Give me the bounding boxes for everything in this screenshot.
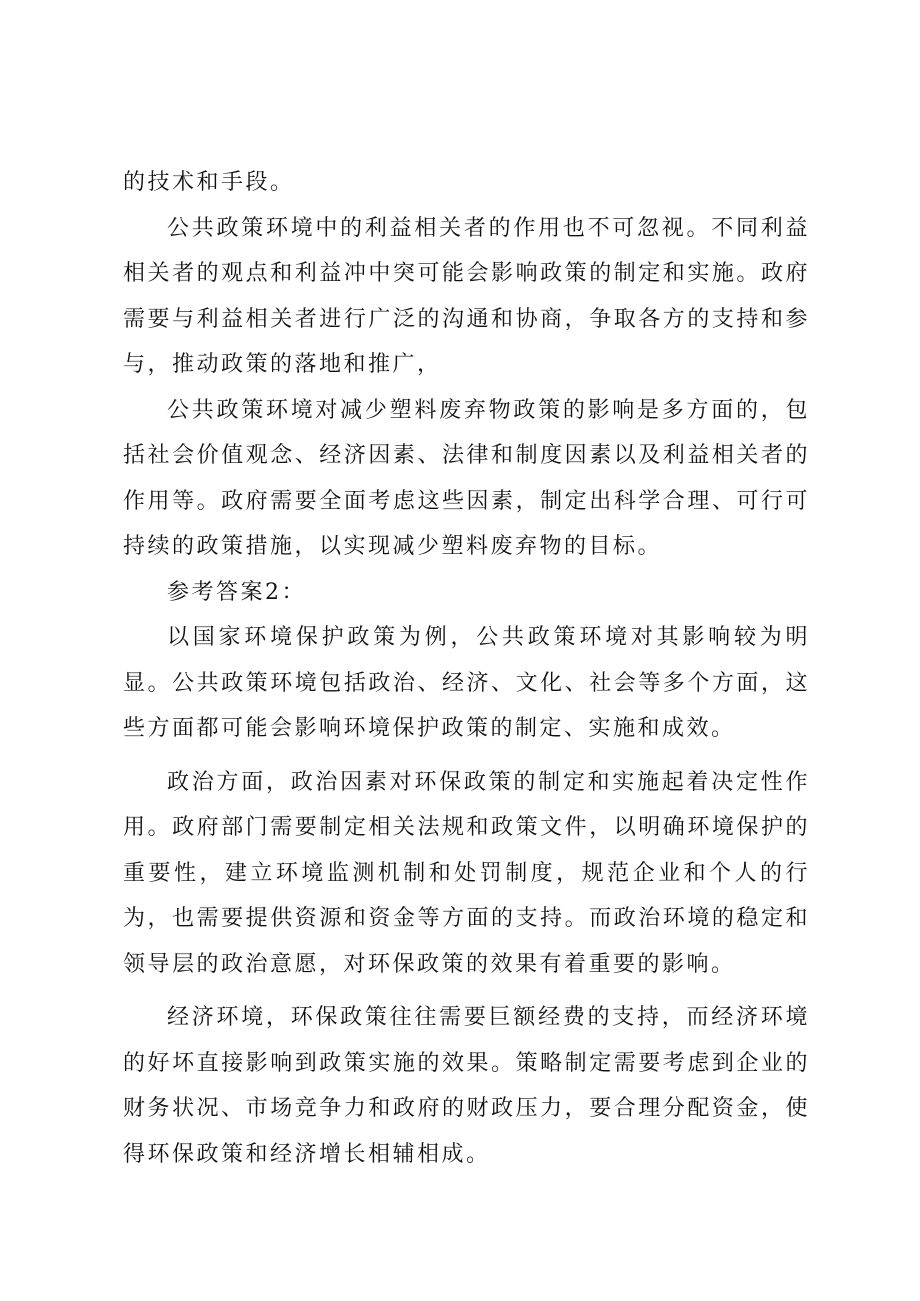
paragraph-political: 政治方面，政治因素对环保政策的制定和实施起着决定性作用。政府部门需要制定相关法规和政策文件，以明确环境保护的重要性，建立环境监测机制和处罚制度，规范企业和个人的行为，也需要提供资源和资金等方面的支持。而政治环境的稳定和领导层的政治意愿，对环保政策的效果有着重要的影响。 [123, 769, 810, 977]
reference-answer-heading: 参考答案2： [167, 579, 306, 605]
paragraph-example: 以国家环境保护政策为例，公共政策环境对其影响较为明显。公共政策环境包括政治、经济、文化、社会等多个方面，这些方面都可能会影响环境保护政策的制定、实施和成效。 [123, 625, 810, 741]
document-body [123, 160, 810, 1177]
paragraph-summary: 公共政策环境对减少塑料废弃物政策的影响是多方面的，包括社会价值观念、经济因素、法律和制度因素以及利益相关者的作用等。政府需要全面考虑这些因素，制定出科学合理、可行可持续的政策措施，以实现减少塑料废弃物的目标。 [123, 397, 810, 559]
paragraph-stakeholders: 公共政策环境中的利益相关者的作用也不可忽视。不同利益相关者的观点和利益冲中突可能会影响政策的制定和实施。政府需要与利益相关者进行广泛的沟通和协商，争取各方的支持和参与，推动政策的落地和推广， [123, 215, 810, 377]
paragraph-economic: 经济环境，环保政策往往需要巨额经费的支持，而经济环境的好坏直接影响到政策实施的效果。策略制定需要考虑到企业的财务状况、市场竞争力和政府的财政压力，要合理分配资金，使得环保政策和经济增长相辅相成。 [123, 1005, 810, 1167]
paragraph-continuation: 的技术和手段。 [123, 170, 295, 195]
